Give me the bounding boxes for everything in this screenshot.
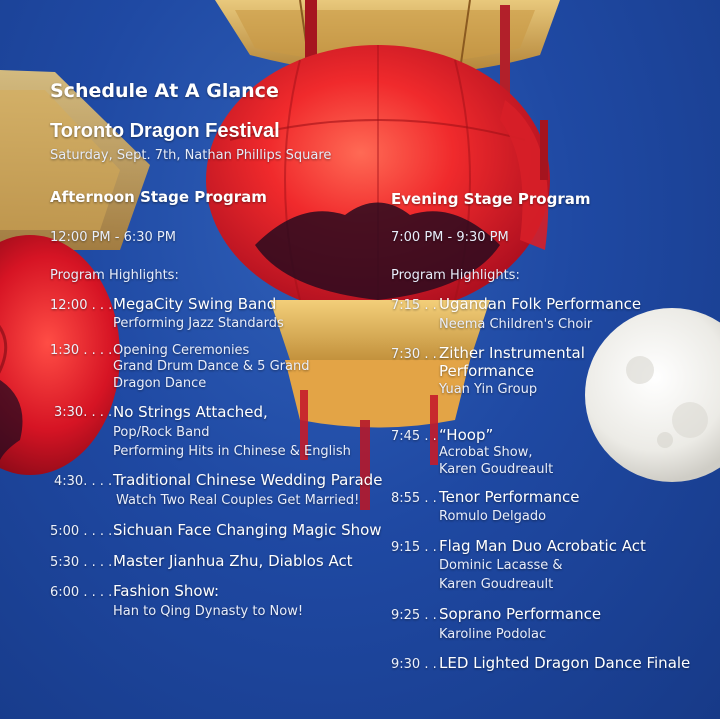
evening-item-title: LED Lighted Dragon Dance Finale — [439, 654, 691, 672]
evening-item-detail: Karoline Podolac — [439, 627, 547, 642]
afternoon-item-title: Master Jianhua Zhu, Diablos Act — [113, 552, 353, 570]
evening-item-detail: Acrobat Show, — [439, 445, 533, 460]
evening-item-time: 9:30 . . — [391, 657, 437, 672]
moon-illustration — [585, 308, 720, 482]
evening-item-title: Flag Man Duo Acrobatic Act — [439, 537, 646, 555]
schedule-title: Schedule At A Glance — [50, 80, 279, 102]
afternoon-item-time: 1:30 . . . . — [50, 343, 113, 358]
afternoon-item-detail: Grand Drum Dance & 5 Grand — [113, 359, 310, 374]
evening-item-detail: Neema Children's Choir — [439, 317, 593, 332]
evening-item-time: 9:15 . . — [391, 540, 437, 555]
central-red-lantern-illustration — [206, 0, 550, 510]
afternoon-item-detail: Performing Jazz Standards — [113, 316, 284, 331]
afternoon-item-title: Traditional Chinese Wedding Parade — [113, 471, 383, 489]
afternoon-item-time: 12:00 . . . — [50, 298, 113, 313]
afternoon-item-time: 6:00 . . . . — [50, 585, 113, 600]
afternoon-item-title: MegaCity Swing Band — [113, 295, 277, 313]
evening-highlights-label: Program Highlights: — [391, 268, 520, 283]
afternoon-item-time: 4:30. . . . — [54, 474, 113, 489]
evening-item-time: 7:45 . . — [391, 429, 437, 444]
afternoon-item-time: 5:30 . . . . — [50, 555, 113, 570]
evening-item-detail: Karen Goudreault — [439, 577, 554, 592]
evening-item-time: 9:25 . . — [391, 608, 437, 623]
afternoon-item-detail: Han to Qing Dynasty to Now! — [113, 604, 304, 619]
afternoon-highlights-label: Program Highlights: — [50, 268, 179, 283]
evening-item-title: Ugandan Folk Performance — [439, 295, 642, 313]
evening-item-title: Soprano Performance — [439, 605, 602, 623]
afternoon-item-time: 3:30. . . . — [54, 405, 113, 420]
festival-date-location: Saturday, Sept. 7th, Nathan Phillips Square — [50, 148, 332, 163]
afternoon-item-detail: Dragon Dance — [113, 376, 207, 391]
afternoon-item-detail: Performing Hits in Chinese & English — [113, 444, 351, 459]
evening-item-time: 7:30 . . — [391, 347, 437, 362]
afternoon-item-time: 5:00 . . . . — [50, 524, 113, 539]
evening-item-detail: Yuan Yin Group — [439, 382, 538, 397]
evening-item-detail: Romulo Delgado — [439, 509, 547, 524]
evening-item-time: 8:55 . . — [391, 491, 437, 506]
evening-stage-heading: Evening Stage Program — [391, 190, 591, 208]
afternoon-hours: 12:00 PM - 6:30 PM — [50, 230, 176, 245]
festival-name: Toronto Dragon Festival — [50, 120, 280, 142]
evening-item-title: Zither Instrumental — [439, 344, 585, 362]
evening-item-title: “Hoop” — [439, 426, 494, 444]
afternoon-stage-heading: Afternoon Stage Program — [50, 188, 267, 206]
evening-item-detail: Dominic Lacasse & — [439, 558, 563, 573]
afternoon-item-detail: Pop/Rock Band — [113, 425, 210, 440]
afternoon-item-detail: Watch Two Real Couples Get Married! — [116, 493, 360, 508]
evening-hours: 7:00 PM - 9:30 PM — [391, 230, 509, 245]
afternoon-item-title: Sichuan Face Changing Magic Show — [113, 521, 382, 539]
evening-item-time: 7:15 . . — [391, 298, 437, 313]
afternoon-item-title: Opening Ceremonies — [113, 343, 250, 358]
evening-item-title: Tenor Performance — [439, 488, 580, 506]
evening-item-title-continued: Performance — [439, 362, 535, 380]
afternoon-item-title: No Strings Attached, — [113, 403, 268, 421]
evening-item-detail: Karen Goudreault — [439, 462, 554, 477]
afternoon-item-title: Fashion Show: — [113, 582, 220, 600]
